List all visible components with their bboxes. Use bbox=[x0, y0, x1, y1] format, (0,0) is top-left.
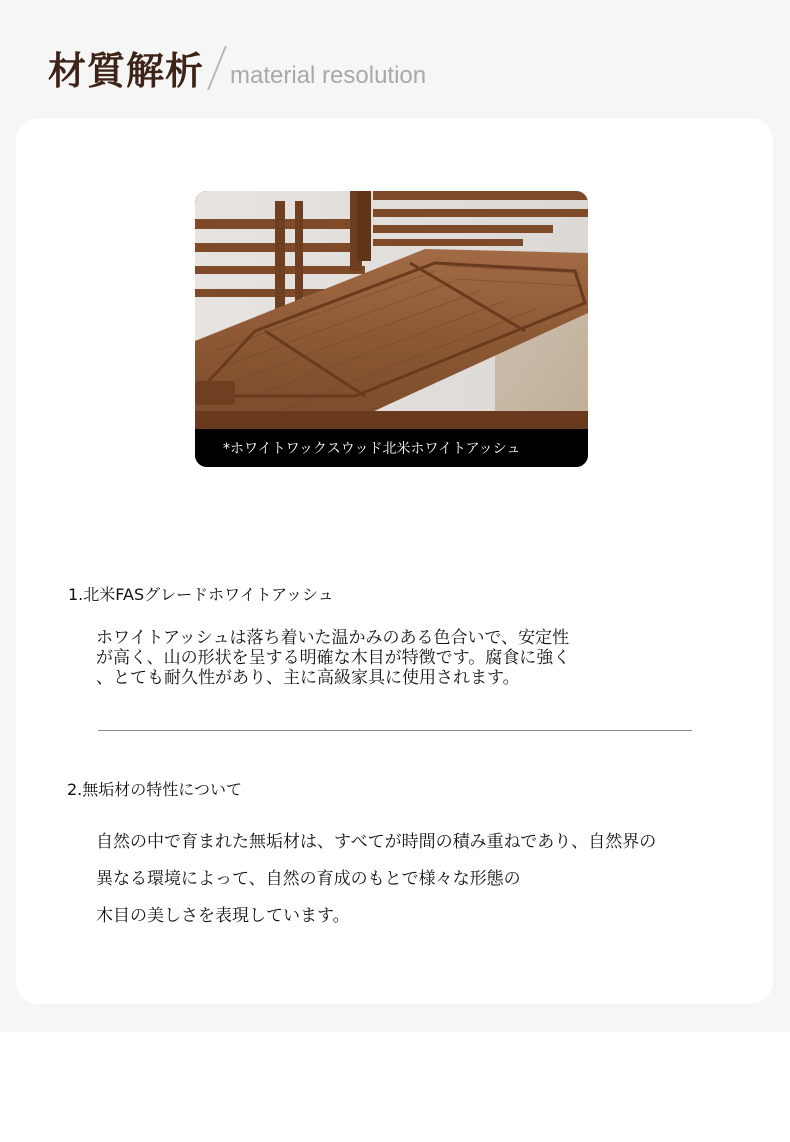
section-divider bbox=[98, 730, 692, 731]
wooden-bench-image bbox=[195, 191, 588, 429]
section2-line: 自然の中で育まれた無垢材は、すべてが時間の積み重ねであり、自然界の bbox=[96, 832, 657, 852]
page-subtitle: material resolution bbox=[230, 62, 427, 89]
section-header bbox=[48, 30, 427, 93]
content-card bbox=[16, 118, 773, 1004]
section1-paragraph bbox=[96, 628, 616, 688]
section1-line: ホワイトアッシュは落ち着いた温かみのある色合いで、安定性 bbox=[96, 628, 570, 648]
photo-caption: *ホワイトワックスウッド北米ホワイトアッシュ bbox=[195, 429, 588, 467]
section1-line: 、とても耐久性があり、主に高級家具に使用されます。 bbox=[96, 668, 520, 688]
section2-paragraph bbox=[96, 824, 716, 935]
material-photo bbox=[195, 191, 588, 467]
section1-line: が高く、山の形状を呈する明確な木目が特徴です。腐食に強く bbox=[96, 648, 571, 668]
section1-heading: 1.北米FASグレードホワイトアッシュ bbox=[68, 585, 334, 604]
title-divider-slash bbox=[207, 46, 227, 90]
page-title: 材質解析 bbox=[48, 49, 205, 93]
section2-heading: 2.無垢材の特性について bbox=[67, 780, 242, 799]
section2-line: 異なる環境によって、自然の育成のもとで様々な形態の bbox=[96, 869, 521, 889]
section2-line: 木目の美しさを表現しています。 bbox=[96, 906, 350, 926]
